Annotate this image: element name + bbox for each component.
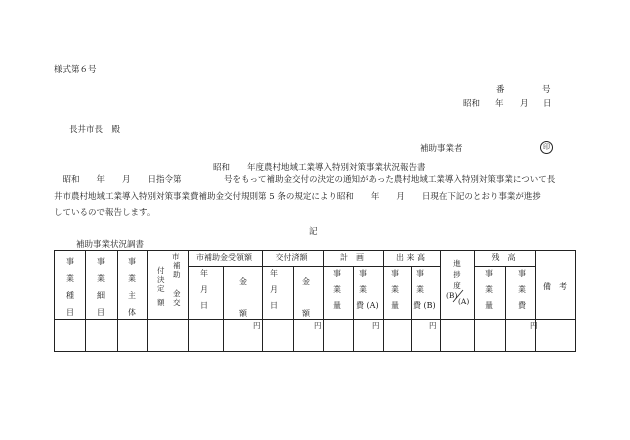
col-header-shi-hojo: 市 付 補助 決定 金交 額 bbox=[157, 252, 181, 307]
grp-received: 市補助金受領額 bbox=[196, 253, 252, 262]
grid-line bbox=[188, 266, 440, 267]
grp-plan: 計 画 bbox=[340, 253, 364, 262]
ki-heading: 記 bbox=[309, 227, 318, 237]
body-paragraph bbox=[54, 172, 584, 222]
remain-qty: 事 業 量 bbox=[485, 269, 493, 310]
addressee: 長井市長 殿 bbox=[69, 125, 121, 135]
date-era: 昭和 bbox=[463, 99, 481, 109]
go-label: 号 bbox=[542, 85, 551, 95]
grp-done: 出 来 高 bbox=[395, 253, 426, 262]
progress-a: (A) bbox=[458, 297, 470, 306]
yen-plan: 円 bbox=[372, 321, 380, 330]
yen-done: 円 bbox=[429, 321, 437, 330]
done-qty: 事 業 量 bbox=[391, 269, 399, 310]
seal-mark: 印 bbox=[540, 141, 553, 154]
form-number: 様式第６号 bbox=[54, 65, 97, 75]
date-year: 年 bbox=[495, 99, 504, 109]
col-header-jigyou-saimoku: 事 業 細 目 bbox=[97, 257, 105, 317]
grp-issued: 交付済額 bbox=[275, 253, 308, 262]
grp-remain: 残 高 bbox=[491, 253, 516, 262]
done-cost: 事 業 費 (B) bbox=[413, 269, 436, 310]
yen-remain: 円 bbox=[530, 321, 538, 330]
grid-line bbox=[411, 267, 412, 351]
grid-line bbox=[85, 251, 86, 351]
col-header-jigyou-shumoku: 事 業 種 目 bbox=[66, 257, 74, 317]
body-line: 昭和 年 月 日指令第 号をもって補助金交付の決定の通知があった農村地域工業導入特別対策事業について長 bbox=[54, 175, 556, 185]
body-line: しているので報告します。 bbox=[54, 208, 156, 218]
col-header-remarks: 備 考 bbox=[543, 282, 567, 291]
document-title: 昭和 年度農村地域工業導入特別対策事業状況報告書 bbox=[213, 163, 426, 173]
date-day: 日 bbox=[543, 99, 552, 109]
progress-slash-icon bbox=[450, 288, 466, 304]
date-month: 月 bbox=[520, 99, 529, 109]
col-header-jigyou-shutai: 事 業 主 体 bbox=[128, 257, 136, 317]
issued-amount: 金 額 bbox=[302, 277, 310, 318]
grid-line bbox=[117, 251, 118, 351]
grid-line bbox=[440, 251, 441, 351]
ban-label: 番 bbox=[496, 85, 505, 95]
plan-qty: 事 業 量 bbox=[333, 269, 341, 310]
yen-issued: 円 bbox=[314, 321, 322, 330]
progress-b: (B) bbox=[446, 291, 458, 300]
grid-line bbox=[505, 267, 506, 351]
yen-received: 円 bbox=[253, 321, 261, 330]
col-header-progress: 進 捗 度 bbox=[453, 259, 461, 290]
plan-cost: 事 業 費 (A) bbox=[356, 269, 379, 310]
applicant-label: 補助事業者 bbox=[420, 144, 463, 154]
grid-line bbox=[293, 267, 294, 351]
grid-line bbox=[535, 251, 536, 351]
received-ymd: 年 月 日 bbox=[200, 269, 208, 310]
grid-line bbox=[353, 267, 354, 351]
remain-cost: 事 業 費 bbox=[518, 269, 526, 310]
grid-line bbox=[223, 267, 224, 351]
issued-ymd: 年 月 日 bbox=[270, 269, 278, 310]
received-amount: 金 額 bbox=[239, 277, 247, 318]
body-line: 井市農村地域工業導入特別対策事業費補助金交付規則第 5 条の規定により昭和 年 月 日現在下記のとおり事業が進捗 bbox=[54, 191, 541, 202]
table-caption: 補助事業状況調書 bbox=[76, 240, 145, 250]
